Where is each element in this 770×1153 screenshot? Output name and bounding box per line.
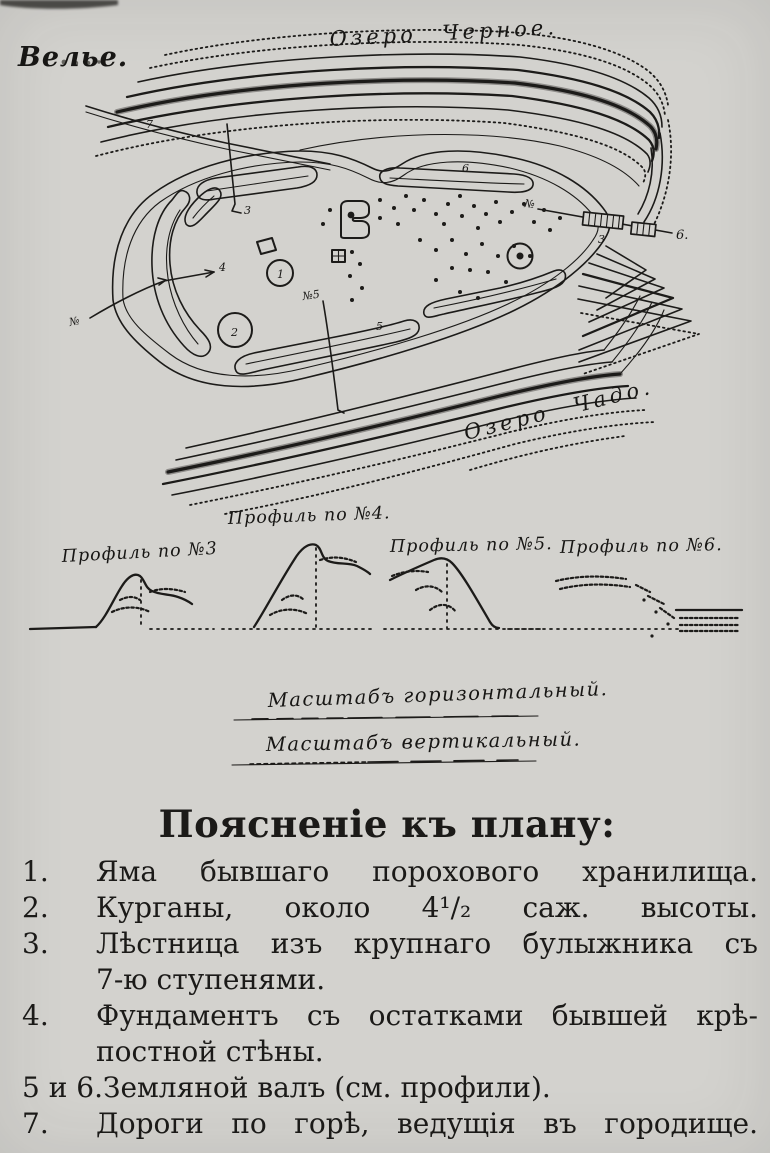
legend-item-3 bbox=[16, 926, 758, 962]
profile-4-number: 4 bbox=[219, 261, 226, 274]
place-label: Велье. bbox=[18, 42, 129, 73]
road-number: 7 bbox=[146, 118, 153, 131]
legend-item-4-continued bbox=[16, 1034, 758, 1070]
ravine-chevron-hatching bbox=[578, 246, 699, 374]
scale-vertical bbox=[232, 727, 581, 765]
profile-drawing-4 bbox=[222, 503, 391, 629]
legend-item-text: Лѣстница изъ крупнаго булыжника съ bbox=[96, 927, 758, 960]
hillfort-outline bbox=[113, 151, 610, 386]
rampart-north-number: 6 bbox=[462, 162, 469, 175]
legend-title: Поясненіе къ плану: bbox=[158, 802, 616, 846]
small-square-feature bbox=[257, 238, 276, 254]
legend-item-number: 7. bbox=[22, 1107, 49, 1140]
lake-chado-label: Озеро Чадо. bbox=[461, 374, 656, 445]
legend-item-1 bbox=[16, 854, 758, 890]
profile-6-label: Профиль по №6. bbox=[559, 535, 723, 558]
legend-item-2 bbox=[16, 890, 758, 926]
road-lines bbox=[86, 106, 330, 170]
rampart-south-number: 5 bbox=[376, 320, 383, 333]
legend bbox=[0, 802, 770, 1142]
kurgan-1-number: 1 bbox=[277, 268, 284, 281]
profile-6-sign: № bbox=[523, 197, 536, 212]
legend-item-number bbox=[16, 962, 96, 998]
legend-item-number: 3. bbox=[22, 927, 49, 960]
lake-chernoe-label: Озеро Черное. bbox=[329, 15, 559, 51]
stairs-number: 3 bbox=[598, 233, 605, 246]
profile-4-sign: № bbox=[67, 314, 81, 329]
legend-item-number: 2. bbox=[22, 891, 49, 924]
legend-item-number: 4. bbox=[22, 999, 49, 1032]
legend-item-text: Яма бывшаго порохового хранилища. bbox=[96, 855, 758, 888]
legend-item-text: 7-ю ступенями. bbox=[96, 963, 326, 996]
profile-line-4 bbox=[90, 270, 214, 318]
legend-item-text: Земляной валъ (см. профили). bbox=[103, 1071, 551, 1104]
legend-item-3-continued bbox=[16, 962, 758, 998]
profile-4-label: Профиль по №4. bbox=[227, 503, 391, 529]
legend-item-7 bbox=[16, 1106, 758, 1142]
lake-chernoe-shore-hatching bbox=[96, 30, 671, 232]
scale-horizontal-label: Масштабъ горизонтальный. bbox=[267, 677, 609, 712]
profile-drawing-5 bbox=[384, 534, 553, 629]
legend-item-text: Фундаментъ съ остатками бывшей крѣ- bbox=[96, 999, 758, 1032]
profile-drawing-3 bbox=[30, 539, 218, 629]
legend-item-text: Дороги по горѣ, ведущія въ городище. bbox=[96, 1107, 758, 1140]
profile-5-label: Профиль по №5. bbox=[389, 534, 553, 557]
stairway bbox=[538, 209, 672, 236]
legend-item-number: 1. bbox=[22, 855, 49, 888]
legend-item-4 bbox=[16, 998, 758, 1034]
rampart-north bbox=[380, 168, 533, 192]
square-cross-feature bbox=[332, 250, 345, 262]
powder-pit-b-shape bbox=[341, 201, 369, 238]
profile-line-3 bbox=[227, 124, 241, 213]
profile-3-flag: 3 bbox=[244, 204, 251, 217]
kurgan-2-number: 2 bbox=[231, 326, 238, 339]
legend-item-text: Курганы, около 4¹/₂ саж. высоты. bbox=[96, 891, 758, 924]
scale-vertical-label: Масштабъ вертикальный. bbox=[265, 727, 582, 756]
legend-item-number bbox=[16, 1034, 96, 1070]
profile-5-sign: №5 bbox=[301, 287, 321, 303]
rampart-northwest bbox=[197, 166, 317, 200]
legend-item-5-6 bbox=[16, 1070, 758, 1106]
rampart-hairpin-nw-corner bbox=[185, 188, 221, 226]
legend-item-number: 5 и 6. bbox=[22, 1071, 103, 1104]
legend-item-text: постной стѣны. bbox=[96, 1035, 324, 1068]
profile-3-label: Профиль по №3 bbox=[61, 538, 219, 567]
scale-horizontal bbox=[234, 677, 609, 720]
profile-6-number: 6. bbox=[676, 228, 689, 243]
